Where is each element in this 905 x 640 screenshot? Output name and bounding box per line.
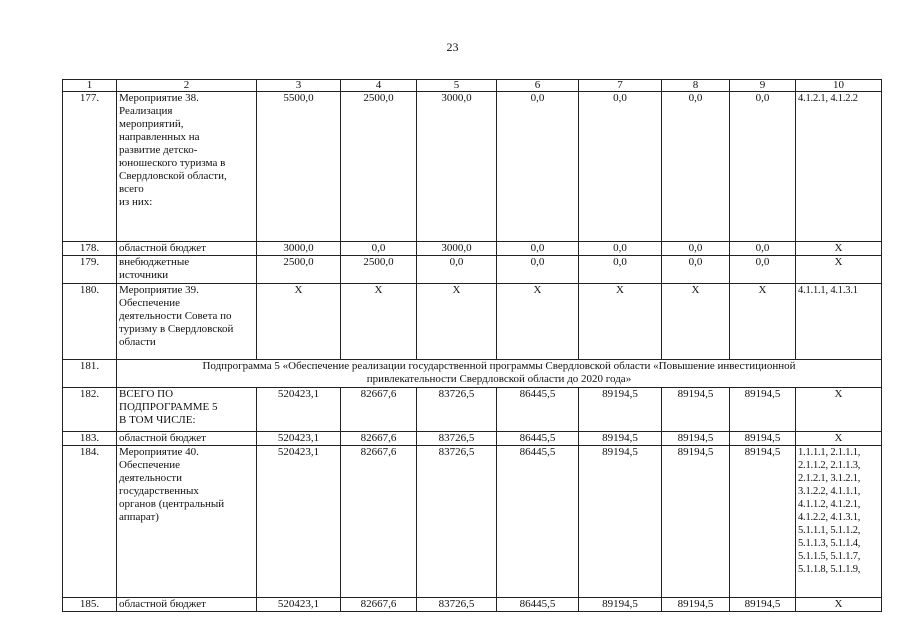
value-cell: 5500,0 [257,92,341,242]
target-reference-line: 4.1.1.2, 4.1.2.1, [798,499,861,510]
item-name-line: Мероприятие 38. [119,92,199,104]
value-cell: 89194,5 [662,432,730,446]
table-row [63,446,882,598]
item-name-line: областной бюджет [119,598,206,610]
value-cell: 83726,5 [417,388,497,432]
value-cell: 0,0 [579,256,662,284]
target-reference-line: 4.1.2.2, 4.1.3.1, [798,512,861,523]
value-cell: 89194,5 [730,432,796,446]
value-cell: 0,0 [579,242,662,256]
value-cell: 0,0 [417,256,497,284]
target-reference-line: Х [834,598,843,610]
target-reference [796,432,882,446]
table-row [63,598,882,612]
target-reference [796,92,882,242]
item-name [117,284,257,360]
value-cell: 82667,6 [341,598,417,612]
column-header-row [63,80,882,92]
item-name-line: областной бюджет [119,242,206,254]
item-name-line: источники [119,269,169,281]
item-name [117,92,257,242]
value-cell: 86445,5 [497,598,579,612]
item-name [117,598,257,612]
value-cell: 0,0 [730,242,796,256]
value-cell: 0,0 [662,92,730,242]
item-name [117,446,257,598]
value-cell: 3000,0 [417,92,497,242]
value-cell: 82667,6 [341,432,417,446]
item-name-line: развитие детско- [119,144,198,156]
value-cell: 89194,5 [662,388,730,432]
value-cell: 0,0 [341,242,417,256]
item-name-line: органов (центральный [119,498,225,510]
item-name [117,388,257,432]
value-cell: 89194,5 [579,432,662,446]
value-cell: 2500,0 [341,256,417,284]
value-cell: 0,0 [497,256,579,284]
row-number: 183. [63,432,117,446]
item-name-line: Мероприятие 40. [119,446,199,458]
target-reference-line: 2.1.2.1, 3.1.2.1, [798,473,861,484]
row-number: 184. [63,446,117,598]
item-name-line: области [119,336,156,348]
value-cell: Х [341,284,417,360]
target-reference-line: 5.1.1.5, 5.1.1.7, [798,551,861,562]
column-header: 2 [117,80,257,92]
subprogram-title [117,360,882,388]
value-cell: 520423,1 [257,388,341,432]
item-name-line: направленных на [119,131,200,143]
target-reference [796,242,882,256]
item-name [117,256,257,284]
column-header: 8 [662,80,730,92]
value-cell: 89194,5 [730,598,796,612]
target-reference [796,256,882,284]
item-name-line: Реализация [119,105,173,117]
table-row [63,256,882,284]
column-header: 4 [341,80,417,92]
value-cell: Х [497,284,579,360]
target-reference [796,284,882,360]
value-cell: 0,0 [662,242,730,256]
item-name [117,242,257,256]
target-reference-line: 2.1.1.2, 2.1.1.3, [798,460,861,471]
value-cell: 0,0 [579,92,662,242]
column-header: 1 [63,80,117,92]
value-cell: 89194,5 [579,446,662,598]
target-reference-line: Х [834,242,843,254]
subprogram-title-line: Подпрограмма 5 «Обеспечение реализации государственной программы Свердловской области «Повышение инвестиционной [202,360,796,372]
column-header: 9 [730,80,796,92]
value-cell: 89194,5 [662,598,730,612]
target-reference [796,598,882,612]
value-cell: 89194,5 [730,446,796,598]
value-cell: 0,0 [497,242,579,256]
table-row [63,432,882,446]
column-header: 6 [497,80,579,92]
target-reference-line: 4.1.2.1, 4.1.2.2 [798,93,858,104]
value-cell: Х [417,284,497,360]
row-number: 180. [63,284,117,360]
value-cell: 520423,1 [257,446,341,598]
value-cell: Х [662,284,730,360]
value-cell: 83726,5 [417,598,497,612]
value-cell: 520423,1 [257,598,341,612]
item-name-line: Свердловской области, [119,170,227,182]
value-cell: 86445,5 [497,388,579,432]
item-name [117,432,257,446]
item-name-line: всего [119,183,144,195]
value-cell: 2500,0 [257,256,341,284]
value-cell: 89194,5 [730,388,796,432]
value-cell: 89194,5 [579,598,662,612]
table-row [63,284,882,360]
item-name-line: туризму в Свердловской [119,323,234,335]
item-name-line: внебюджетные [119,256,190,268]
item-name-line: из них: [119,196,153,208]
column-header: 7 [579,80,662,92]
table-row [63,360,882,388]
value-cell: Х [730,284,796,360]
item-name-line: государственных [119,485,199,497]
value-cell: 89194,5 [662,446,730,598]
subprogram-title-line: привлекательности Свердловской области до 2020 года» [366,373,632,385]
value-cell: Х [257,284,341,360]
target-reference-line: 5.1.1.1, 5.1.1.2, [798,525,861,536]
value-cell: 86445,5 [497,446,579,598]
item-name-line: мероприятий, [119,118,184,130]
row-number: 178. [63,242,117,256]
item-name-line: Обеспечение [119,459,180,471]
item-name-line: деятельности Совета по [119,310,232,322]
value-cell: 520423,1 [257,432,341,446]
target-reference-line: Х [834,432,843,444]
column-header: 5 [417,80,497,92]
item-name-line: ПОДПРОГРАММЕ 5 [119,401,218,413]
item-name-line: ВСЕГО ПО [119,388,174,400]
target-reference [796,388,882,432]
value-cell: 82667,6 [341,446,417,598]
target-reference-line: 1.1.1.1, 2.1.1.1, [798,447,861,458]
value-cell: 0,0 [662,256,730,284]
item-name-line: Обеспечение [119,297,180,309]
column-header: 3 [257,80,341,92]
row-number: 179. [63,256,117,284]
row-number: 182. [63,388,117,432]
table-row [63,242,882,256]
value-cell: 0,0 [730,92,796,242]
column-header: 10 [796,80,882,92]
target-reference-line: Х [834,388,843,400]
table-row [63,388,882,432]
value-cell: 86445,5 [497,432,579,446]
value-cell: 3000,0 [257,242,341,256]
value-cell: 3000,0 [417,242,497,256]
value-cell: 82667,6 [341,388,417,432]
target-reference [796,446,882,598]
value-cell: 83726,5 [417,432,497,446]
row-number: 181. [63,360,117,388]
target-reference-line: 4.1.1.1, 4.1.3.1 [798,285,858,296]
value-cell: 89194,5 [579,388,662,432]
target-reference-line: 3.1.2.2, 4.1.1.1, [798,486,861,497]
row-number: 177. [63,92,117,242]
item-name-line: Мероприятие 39. [119,284,199,296]
item-name-line: В ТОМ ЧИСЛЕ: [119,414,196,426]
target-reference-line: Х [834,256,843,268]
value-cell: 0,0 [497,92,579,242]
item-name-line: аппарат) [119,511,159,523]
page-number: 23 [446,40,459,54]
item-name-line: деятельности [119,472,182,484]
target-reference-line: 5.1.1.8, 5.1.1.9, [798,564,861,575]
program-table [62,79,882,612]
item-name-line: областной бюджет [119,432,206,444]
row-number: 185. [63,598,117,612]
value-cell: 83726,5 [417,446,497,598]
value-cell: Х [579,284,662,360]
value-cell: 2500,0 [341,92,417,242]
target-reference-line: 5.1.1.3, 5.1.1.4, [798,538,861,549]
table-row [63,92,882,242]
item-name-line: юношеского туризма в [119,157,226,169]
value-cell: 0,0 [730,256,796,284]
